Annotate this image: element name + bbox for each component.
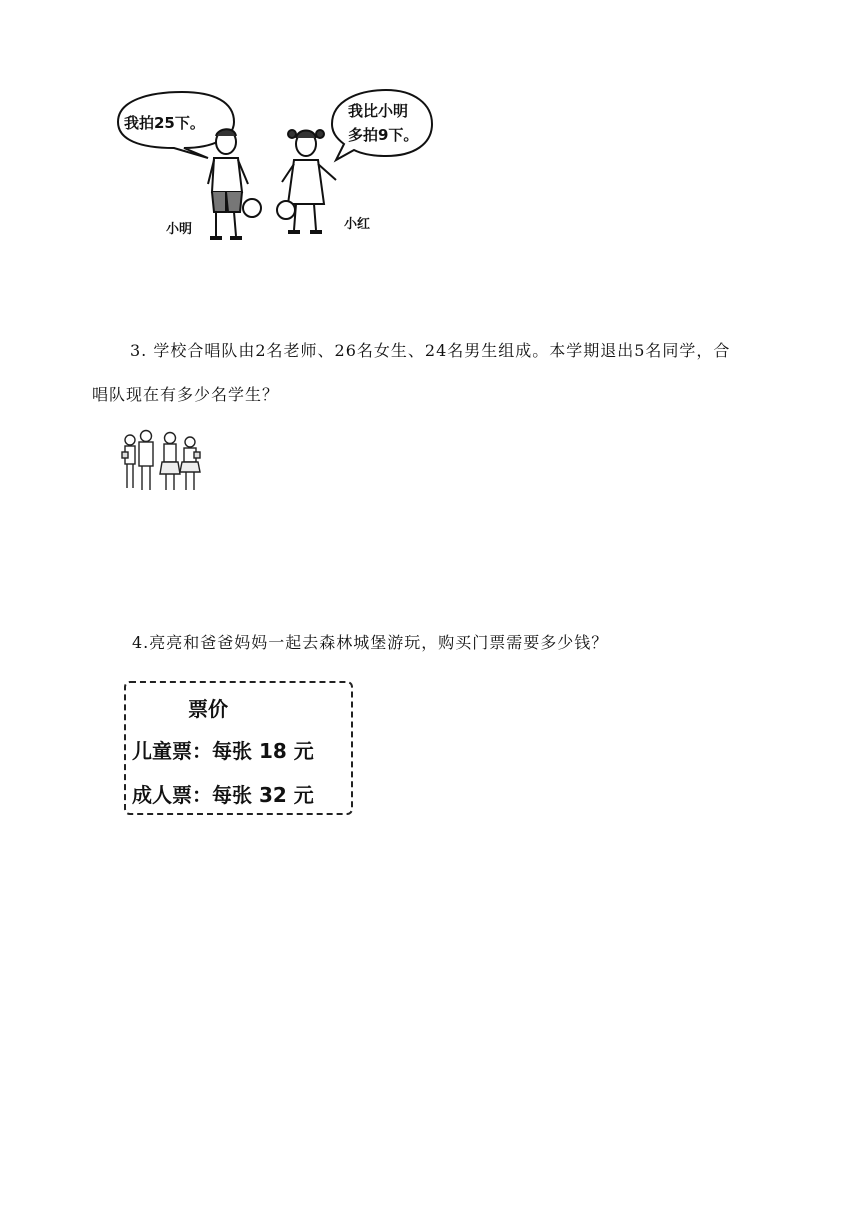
ticket-title: 票价 xyxy=(188,697,228,721)
problem3-line1: 3. 学校合唱队由2名老师、26名女生、24名男生组成。本学期退出5名同学，合 xyxy=(130,341,731,360)
choir-group-illustration xyxy=(114,428,214,496)
name-label-boy: 小明 xyxy=(166,222,193,237)
bubble-right-line2: 多拍9下。 xyxy=(348,126,419,144)
choir-group-drawing xyxy=(114,428,214,496)
problem4-question: 4.亮亮和爸爸妈妈一起去森林城堡游玩，购买门票需要多少钱？ xyxy=(132,633,609,652)
boy-figure xyxy=(208,129,248,238)
ticket-adult-price: 成人票：每张 32 元 xyxy=(132,783,314,807)
ticket-price-board xyxy=(124,681,353,815)
bubble-left-text: 我拍25下。 xyxy=(124,114,205,132)
bubble-right-line1: 我比小明 xyxy=(348,102,409,120)
name-label-girl: 小红 xyxy=(344,217,371,232)
problem3-line2: 唱队现在有多少名学生？ xyxy=(92,385,280,404)
ticket-child-price: 儿童票：每张 18 元 xyxy=(132,739,314,763)
